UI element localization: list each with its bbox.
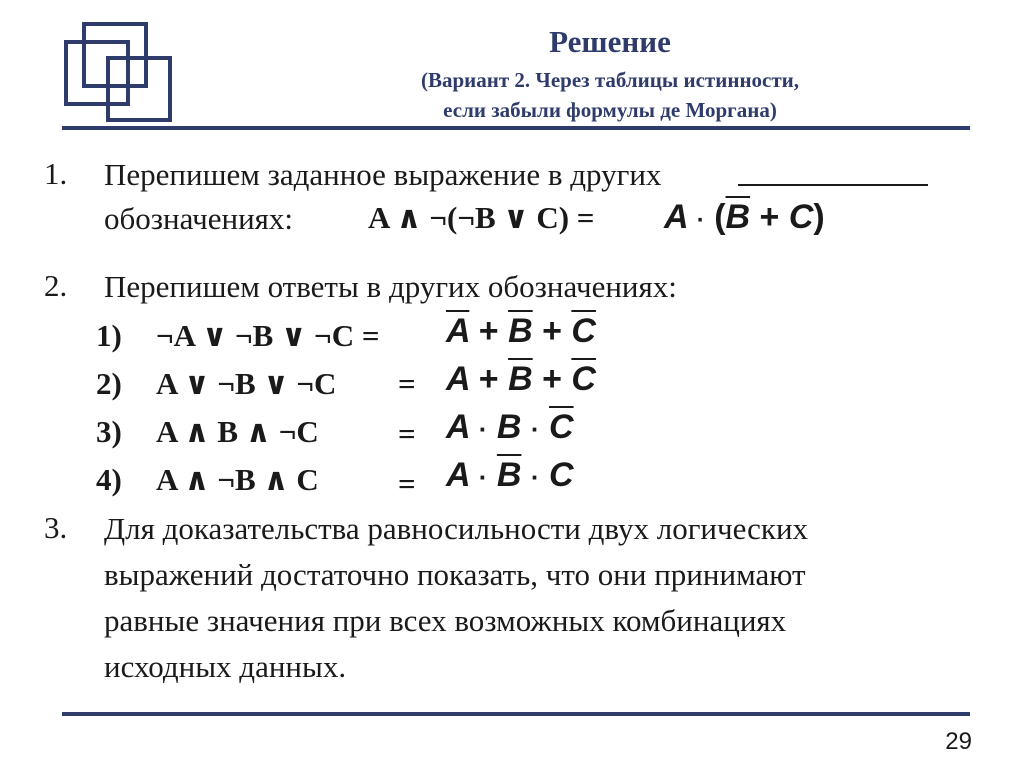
answer1-label: 1)	[96, 318, 122, 353]
answer3-formula: $A \cdot B \cdot \overline{C}$	[446, 408, 574, 446]
item1-expression: A ∧ ¬(¬B ∨ C) =	[368, 200, 595, 235]
answer1-expression: ¬A ∨ ¬B ∨ ¬C =	[156, 318, 380, 353]
answer3-expression: A ∧ B ∧ ¬C	[156, 414, 319, 449]
item1-number: 1.	[44, 156, 68, 191]
bottom-divider	[62, 712, 970, 716]
answer4-label: 4)	[96, 462, 122, 497]
item3-text-line4: исходных данных.	[104, 649, 347, 684]
page-number: 29	[945, 728, 972, 755]
answer3-label: 3)	[96, 414, 122, 449]
item2-number: 2.	[44, 268, 68, 303]
answer4-formula: $A \cdot \overline{B} \cdot C$	[446, 456, 574, 494]
item2-text: Перепишем ответы в других обозначениях:	[104, 269, 677, 304]
item1-formula: $A \cdot (\overline{B} + C)$	[664, 198, 825, 236]
item3-text-line2: выражений достаточно показать, что они принимают	[104, 557, 806, 592]
item1-text-line2: обозначениях:	[104, 201, 294, 236]
answer4-equals: =	[398, 466, 416, 501]
top-divider	[62, 126, 970, 130]
slide-subtitle-line2: если забыли формулы де Моргана)	[443, 98, 777, 122]
item1-text-line1: Перепишем заданное выражение в других	[104, 157, 662, 192]
answer1-formula: $\overline{A} + \overline{B} + \overline{C}$	[446, 312, 596, 350]
answer2-expression: A ∨ ¬B ∨ ¬C	[156, 366, 337, 401]
item3-text-line1: Для доказательства равносильности двух логических	[104, 511, 809, 546]
slide-subtitle-line1: (Вариант 2. Через таблицы истинности,	[420, 68, 800, 92]
answer4-expression: A ∧ ¬B ∧ C	[156, 462, 319, 497]
answer2-equals: =	[398, 366, 416, 401]
item3-number: 3.	[44, 510, 68, 545]
logo-squares-icon	[62, 20, 177, 124]
item3-text-line3: равные значения при всех возможных комбинациях	[104, 603, 787, 638]
answer3-equals: =	[398, 416, 416, 451]
slide-title: Решение	[549, 24, 671, 59]
answer2-label: 2)	[96, 366, 122, 401]
answer2-formula: $A + \overline{B} + \overline{C}$	[446, 360, 596, 398]
item1-formula-overline	[738, 184, 928, 186]
